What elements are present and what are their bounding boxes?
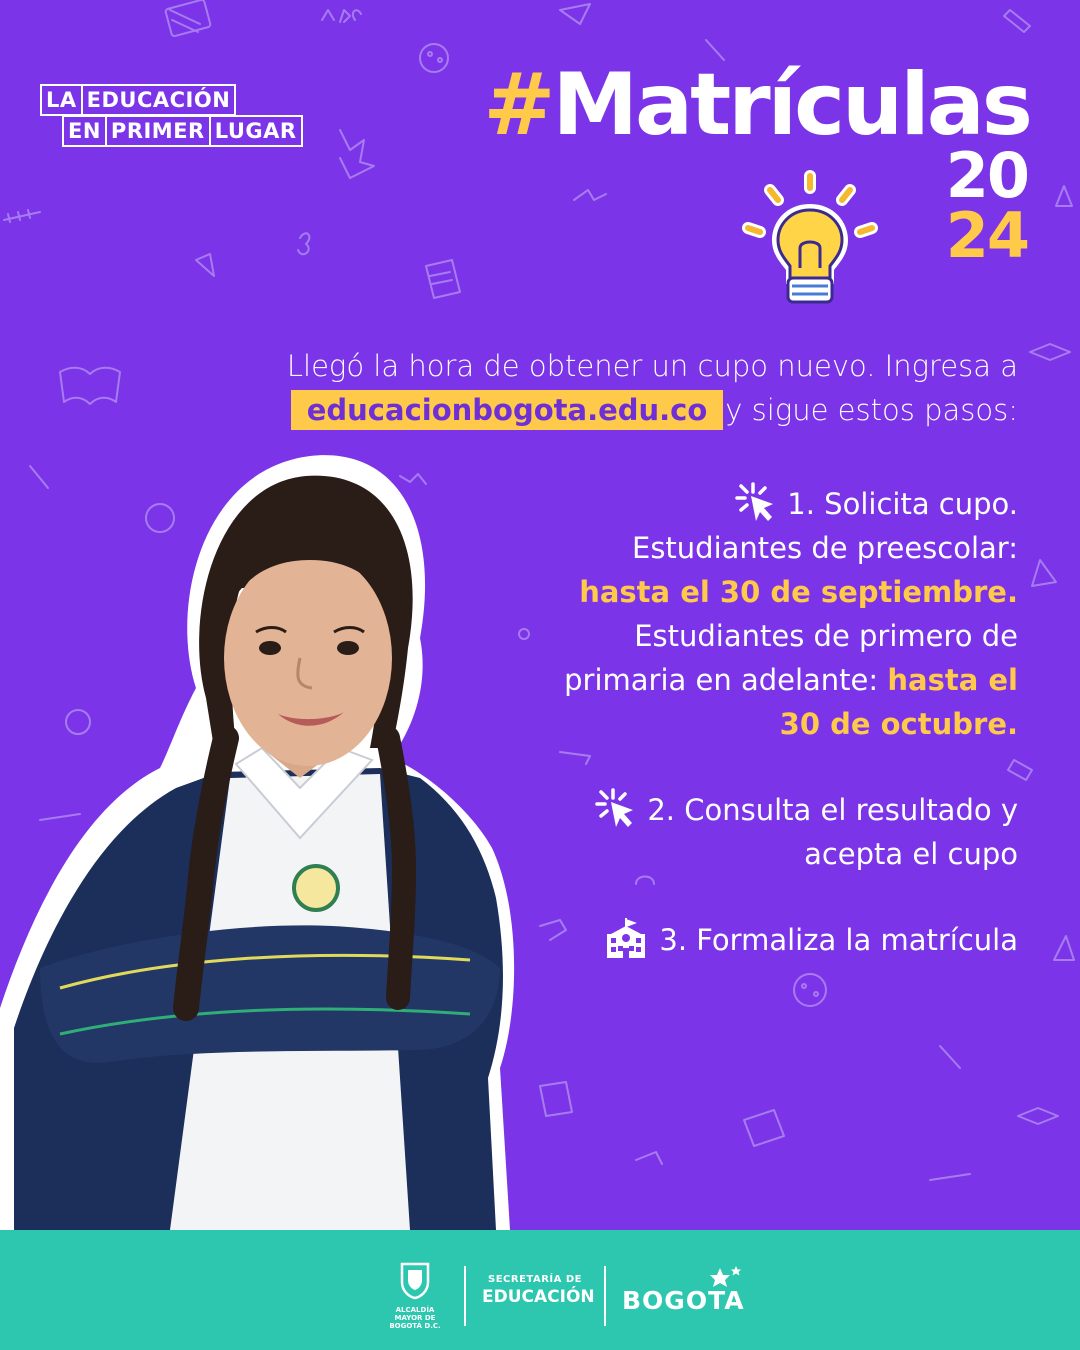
page-title (483, 55, 1030, 155)
intro-line-2 (198, 388, 1018, 432)
step-1-deadline-2a: hasta el (887, 663, 1018, 697)
bogota-wordmark: BOGOTA (622, 1286, 745, 1315)
title-word: Matrículas (552, 55, 1030, 155)
tagline-word: EDUCACIÓN (81, 84, 237, 116)
step-1-detail-2a: Estudiantes de primero de (634, 619, 1018, 653)
tagline-row-1 (40, 84, 301, 116)
year-top: 20 (945, 139, 1028, 212)
tagline-word: PRIMER (105, 115, 211, 147)
step-1-detail-1: Estudiantes de preescolar: (632, 531, 1018, 565)
student-photo (0, 448, 560, 1230)
alcaldia-caption: ALCALDÍA MAYOR DE BOGOTÁ D.C. (389, 1306, 441, 1330)
step-1-label: 1. Solicita cupo. (787, 487, 1018, 521)
step-2-title (498, 788, 1018, 832)
step-3-title (498, 918, 1018, 964)
footer-divider (604, 1266, 606, 1326)
step-1 (498, 482, 1018, 746)
step-1-detail-2b: primaria en adelante: (564, 663, 879, 697)
steps-list (498, 482, 1018, 964)
step-1-deadline-1: hasta el 30 de septiembre. (579, 575, 1018, 609)
step-3 (498, 918, 1018, 964)
step-3-label: 3. Formaliza la matrícula (659, 923, 1018, 957)
step-1-deadline-2b: 30 de octubre. (779, 707, 1018, 741)
year-bottom: 24 (945, 199, 1028, 272)
secretaria-bottom: EDUCACIÓN (482, 1287, 595, 1307)
alcaldia-logo (384, 1260, 446, 1330)
tagline-word: EN (62, 115, 107, 147)
tagline-word: LUGAR (209, 115, 303, 147)
step-1-title (498, 482, 1018, 526)
tagline-logo (40, 84, 301, 147)
tagline-row-2 (62, 115, 301, 147)
intro-line-2-rest: y sigue estos pasos: (725, 393, 1018, 427)
intro-line-1: Llegó la hora de obtener un cupo nuevo. Ingresa a (286, 349, 1018, 383)
step-2-label-b: acepta el cupo (804, 837, 1018, 871)
tagline-word: LA (40, 84, 83, 116)
secretaria-logo (482, 1274, 595, 1307)
coat-of-arms-icon (398, 1260, 432, 1300)
footer-bar (0, 1230, 1080, 1350)
secretaria-top: SECRETARÍA DE (488, 1274, 582, 1285)
intro-text (198, 344, 1018, 432)
stars-icon (700, 1266, 744, 1296)
click-cursor-icon (593, 788, 637, 828)
footer-divider (464, 1266, 466, 1326)
click-cursor-icon (733, 482, 777, 522)
step-2 (498, 788, 1018, 876)
lightbulb-icon (740, 170, 880, 310)
title-year (945, 139, 1028, 272)
step-2-label-a: 2. Consulta el resultado y (647, 793, 1018, 827)
school-building-icon (603, 916, 649, 960)
title-hash: # (483, 55, 553, 155)
step-1-detail-2b-line (498, 658, 1018, 702)
website-link[interactable]: educacionbogota.edu.co (291, 390, 724, 430)
